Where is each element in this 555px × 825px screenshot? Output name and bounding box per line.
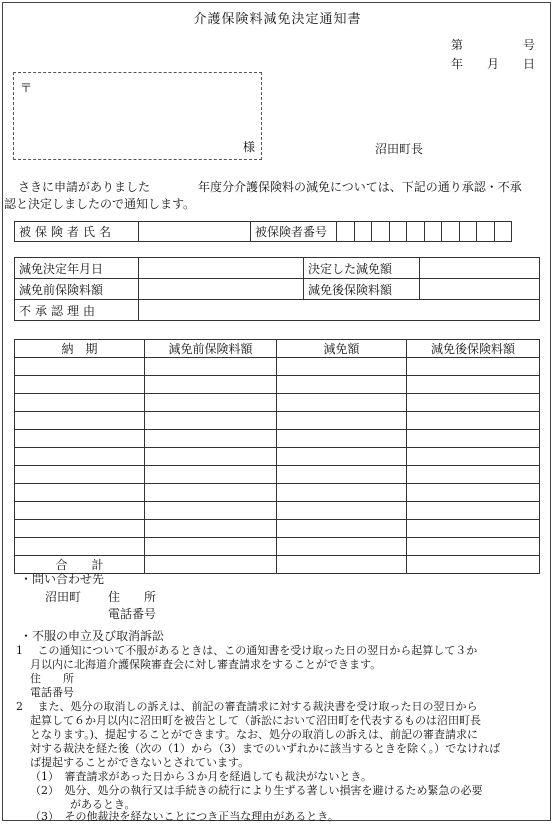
- document-number-label: 第 号: [451, 38, 536, 52]
- contact-phone-label: 電話番号: [108, 607, 157, 621]
- appeal-p2-line3: となります。)、提起することができます。なお、処分の取消しの訴えは、前記の審査請求に: [30, 728, 479, 741]
- decision-table: [14, 257, 540, 321]
- contact-town: 沼田町: [45, 590, 82, 604]
- total-label: 合 計: [15, 556, 145, 574]
- appeal-p1-line2: 月以内に北海道介護保険審査会に対し審査請求をすることができます。: [30, 658, 382, 671]
- appeal-p1-line1: 1 この通知について不服があるときは、この通知書を受け取った日の翌日から起算して３か: [16, 644, 478, 657]
- rejection-reason-value: [139, 300, 540, 321]
- total-after: [407, 556, 540, 574]
- intro-line-1: さきに申請がありました 年度分介護保険料の減免については、下記の通り承認・不承: [18, 180, 522, 194]
- decision-date-value: [139, 258, 304, 279]
- table-row: [15, 484, 540, 502]
- table-row: [15, 430, 540, 448]
- contact-address-label: 住 所: [108, 590, 157, 604]
- insured-name-value: [139, 222, 251, 242]
- appeal-p1-address: 住 所: [30, 672, 74, 685]
- premium-before-value: [139, 279, 304, 300]
- insured-number-digit: [372, 222, 390, 242]
- insured-number-digit: [424, 222, 442, 242]
- appeal-p2-line1: 2 また、処分の取消しの訴えは、前記の審査請求に対する裁決書を受け取った日の翌日から: [16, 700, 478, 713]
- decision-date-label: 減免決定年月日: [15, 258, 139, 279]
- table-row: [15, 502, 540, 520]
- insured-table: [14, 221, 512, 242]
- insured-number-digit: [442, 222, 460, 242]
- table-row: [15, 466, 540, 484]
- appeal-p2-line4: 対する裁決を経た後（次の（1）から（3）までのいずれかに該当するときを除く。）でなければ: [30, 742, 501, 755]
- total-before: [145, 556, 277, 574]
- insured-number-label: 被保険者番号: [251, 222, 337, 242]
- installment-table: [14, 339, 540, 574]
- col-header-reduction: 減免額: [277, 340, 407, 358]
- postal-mark: 〒: [20, 81, 33, 95]
- appeal-p2-line2: 起算して６か月以内に沼田町を被告として（訴訟において沼田町を代表するものは沼田町長: [30, 714, 481, 727]
- issuer-name: 沼田町長: [375, 142, 424, 156]
- insured-number-digit: [494, 222, 512, 242]
- document-date-label: 年 月 日: [451, 57, 536, 71]
- insured-name-label: 被保険者氏名: [15, 222, 139, 242]
- col-header-before: 減免前保険料額: [145, 340, 277, 358]
- table-row: [15, 412, 540, 430]
- insured-number-digit: [477, 222, 495, 242]
- appeal-p1-phone: 電話番号: [30, 686, 74, 699]
- intro-line-2: 認と決定しましたので通知します。: [4, 197, 196, 211]
- col-header-after: 減免後保険料額: [407, 340, 540, 358]
- appeal-condition-1: （1） 審査請求があった日から３か月を経過しても裁決がないとき。: [30, 770, 372, 783]
- table-row: [15, 538, 540, 556]
- col-header-due: 納 期: [15, 340, 145, 358]
- premium-after-value: [420, 279, 540, 300]
- appeal-heading: ・不服の申立及び取消訴訟: [20, 629, 165, 643]
- insured-number-digit: [354, 222, 372, 242]
- honorific: 様: [242, 140, 255, 154]
- insured-number-digit: [459, 222, 477, 242]
- address-box: [13, 72, 262, 160]
- premium-after-label: 減免後保険料額: [304, 279, 420, 300]
- appeal-p2-line5: ば提起することができないとされています。: [30, 756, 250, 769]
- total-reduction: [277, 556, 407, 574]
- rejection-reason-label: 不承認理由: [15, 300, 139, 321]
- appeal-condition-3: （3） その他裁決を経ないことにつき正当な理由があるとき。: [30, 810, 339, 823]
- appeal-condition-2-line1: （2） 処分、処分の執行又は手続きの続行により生ずる著しい損害を避けるため緊急の必要: [30, 784, 483, 797]
- table-row: [15, 394, 540, 412]
- document-title: 介護保険料減免決定通知書: [193, 12, 362, 27]
- decision-amount-label: 決定した減免額: [304, 258, 420, 279]
- table-row: [15, 520, 540, 538]
- table-row: [15, 376, 540, 394]
- insured-number-digit: [389, 222, 407, 242]
- insured-number-digit: [337, 222, 355, 242]
- premium-before-label: 減免前保険料額: [15, 279, 139, 300]
- table-row: [15, 448, 540, 466]
- decision-amount-value: [420, 258, 540, 279]
- contact-heading: ・問い合わせ先: [20, 572, 105, 586]
- insured-number-digit: [407, 222, 425, 242]
- table-row: [15, 358, 540, 376]
- appeal-condition-2-line2: があるとき。: [70, 798, 136, 811]
